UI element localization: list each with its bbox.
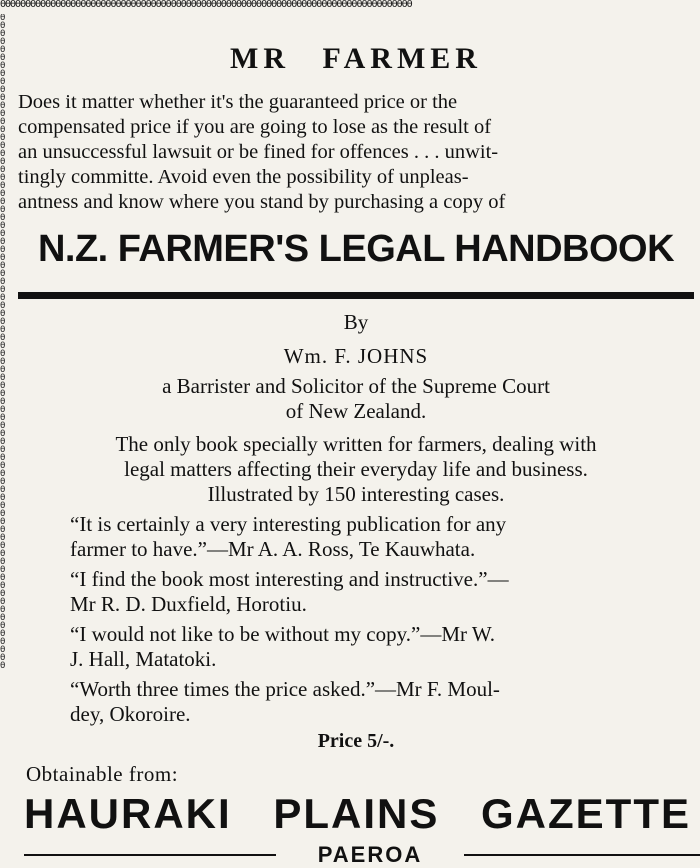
testimonial [70,567,696,617]
testimonial-line: J. Hall, Matatoki. [70,647,217,671]
author-credentials [18,374,694,424]
decorative-border-top: ϴϴϴϴϴϴϴϴϴϴϴϴϴϴϴϴϴϴϴϴϴϴϴϴϴϴϴϴϴϴϴϴϴϴϴϴϴϴϴϴϴϴϴϴϴϴϴϴϴϴϴϴϴϴϴϴϴϴϴϴϴϴϴϴϴϴϴϴϴϴϴϴϴϴϴϴϴϴϴϴϴϴ [0,0,412,10]
description-line: The only book specially written for farmers, dealing with [115,432,597,456]
description-line: legal matters affecting their everyday life and business. [124,457,588,481]
credential-line: of New Zealand. [285,399,427,423]
publisher-location-row [24,842,700,866]
intro-line: Does it matter whether it's the guaranteed price or the [18,91,458,113]
intro-line: tingly committe. Avoid even the possibility of unpleas- [18,166,469,188]
testimonial [70,622,696,672]
book-description [18,432,694,507]
by-label: By [343,310,369,334]
author-name: Wm. F. JOHNS [283,344,429,368]
book-title: N.Z. FARMER'S LEGAL HANDBOOK [37,228,675,270]
title-rule [18,292,694,299]
obtainable-label: Obtainable from: [26,762,179,786]
price-label: Price 5/-. [317,730,395,752]
testimonial [70,677,696,727]
publisher-location: PAEROA [317,842,423,867]
testimonial-line: Mr R. D. Duxfield, Horotiu. [70,592,307,616]
publisher-name: HAURAKI PLAINS GAZETTE [24,790,691,837]
decorative-border-left: ϴϴϴϴϴϴϴϴϴϴϴϴϴϴϴϴϴϴϴϴϴϴϴϴϴϴϴϴϴϴϴϴϴϴϴϴϴϴϴϴϴϴϴϴϴϴϴϴϴϴϴϴϴϴϴϴϴϴϴϴϴϴϴϴϴϴϴϴϴϴϴϴϴϴϴϴϴϴϴϴϴϴ [0,14,6,671]
testimonial-line: farmer to have.”—Mr A. A. Ross, Te Kauwhata. [70,537,476,561]
intro-line: antness and know where you stand by purchasing a copy of [18,191,506,213]
testimonial-line: “I find the book most interesting and instructive.”— [70,567,509,591]
intro-line: an unsuccessful lawsuit or be fined for offences . . . unwit- [18,141,499,163]
intro-paragraph [18,90,694,215]
testimonial-line: “I would not like to be without my copy.”—Mr W. [70,622,496,646]
testimonial-line: “Worth three times the price asked.”—Mr F. Moul- [70,677,500,701]
testimonial-line: “It is certainly a very interesting publication for any [70,512,507,536]
testimonial-line: dey, Okoroire. [70,702,191,726]
credential-line: a Barrister and Solicitor of the Supreme Court [162,374,550,398]
testimonials [70,512,696,732]
headline: MR FARMER [230,42,482,75]
testimonial [70,512,696,562]
rule-left [24,854,276,856]
intro-line: compensated price if you are going to lose as the result of [18,116,492,138]
rule-right [464,854,700,856]
description-line: Illustrated by 150 interesting cases. [207,482,505,506]
